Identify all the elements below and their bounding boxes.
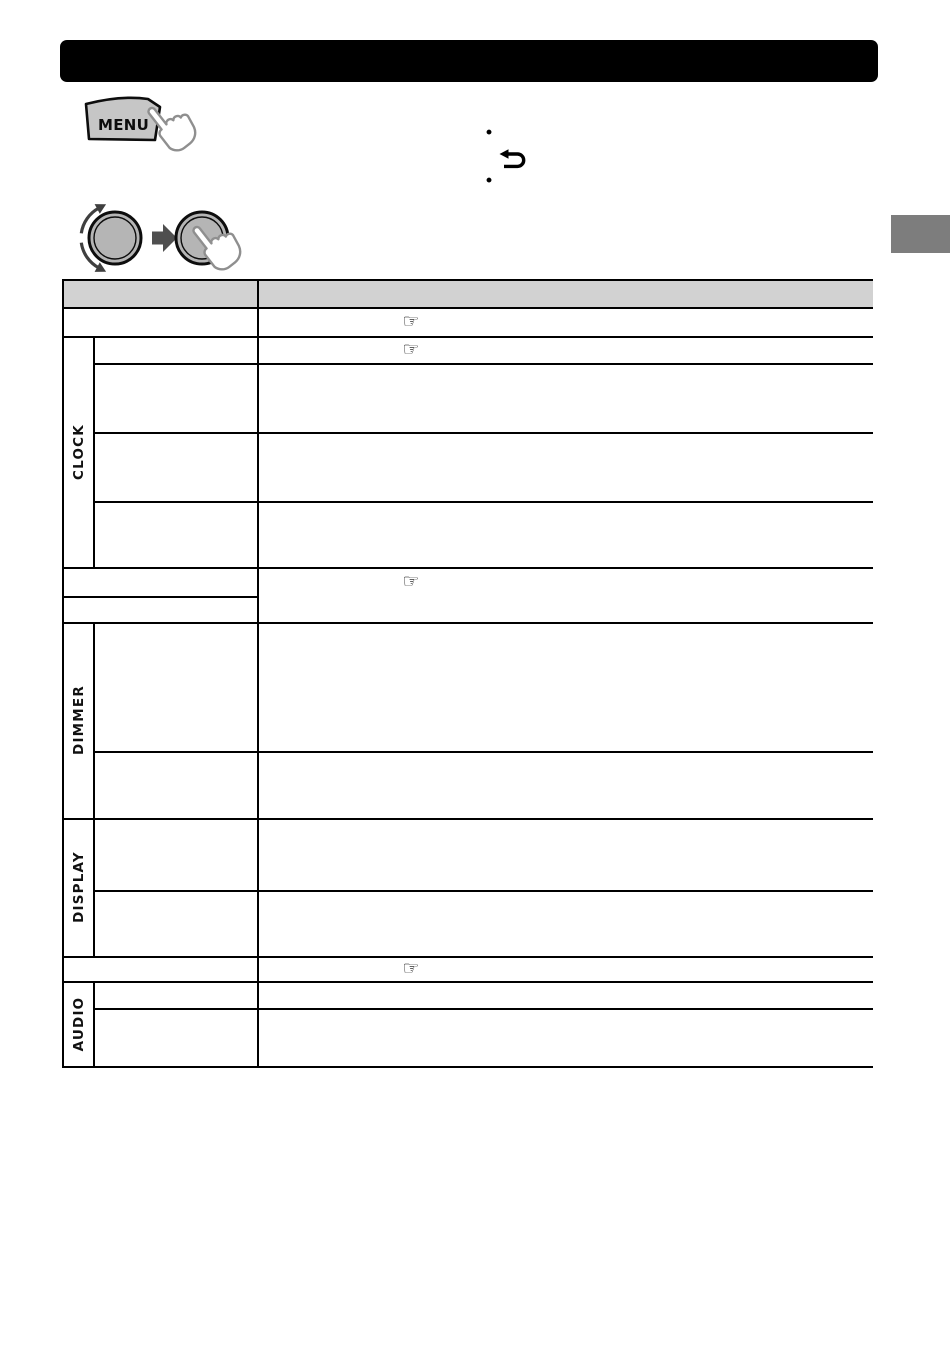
menu-key-illustration bbox=[76, 90, 206, 190]
bullet-icon: • bbox=[483, 171, 495, 192]
table-grid-line bbox=[62, 307, 873, 309]
table-grid-line bbox=[257, 279, 259, 1068]
back-arrow-icon bbox=[499, 149, 527, 171]
table-grid-line bbox=[93, 363, 873, 365]
table-grid-line bbox=[93, 336, 95, 569]
table-grid-line bbox=[93, 751, 873, 753]
table-grid-line bbox=[93, 501, 873, 503]
group-label-dimmer: DIMMER bbox=[71, 685, 87, 755]
group-label-clock: CLOCK bbox=[71, 424, 87, 480]
table-grid-line bbox=[62, 622, 873, 624]
table-grid-line bbox=[62, 336, 873, 338]
table-grid-line bbox=[93, 622, 95, 958]
reference-pointing-hand-icon: ☞ bbox=[402, 310, 420, 333]
reference-pointing-hand-icon: ☞ bbox=[402, 338, 420, 361]
table-grid-line bbox=[62, 1066, 873, 1068]
reference-pointing-hand-icon: ☞ bbox=[402, 570, 420, 593]
reference-pointing-hand-icon: ☞ bbox=[402, 957, 420, 980]
bullet-icon: • bbox=[483, 123, 495, 144]
table-grid-line bbox=[62, 818, 873, 820]
page-edge-tab bbox=[891, 215, 950, 253]
group-label-audio: AUDIO bbox=[71, 996, 87, 1052]
table-grid-line bbox=[93, 890, 873, 892]
table-grid-line bbox=[93, 432, 873, 434]
group-label-display: DISPLAY bbox=[71, 851, 87, 923]
table-grid-line bbox=[62, 956, 873, 958]
section-header-bar bbox=[60, 40, 878, 82]
settings-menu-table bbox=[62, 279, 873, 1069]
table-grid-line bbox=[93, 981, 95, 1068]
table-grid-line bbox=[93, 1008, 873, 1010]
table-grid-line bbox=[62, 567, 873, 569]
press-knob-icon bbox=[176, 212, 247, 274]
table-grid-line bbox=[62, 596, 258, 598]
rotate-knob-icon bbox=[81, 204, 141, 272]
table-grid-line bbox=[62, 279, 64, 1068]
menu-key-label: MENU bbox=[98, 116, 150, 134]
table-header-row bbox=[62, 281, 873, 307]
table-grid-line bbox=[62, 981, 873, 983]
table-grid-line bbox=[62, 279, 873, 281]
step-arrow-icon bbox=[152, 224, 177, 252]
